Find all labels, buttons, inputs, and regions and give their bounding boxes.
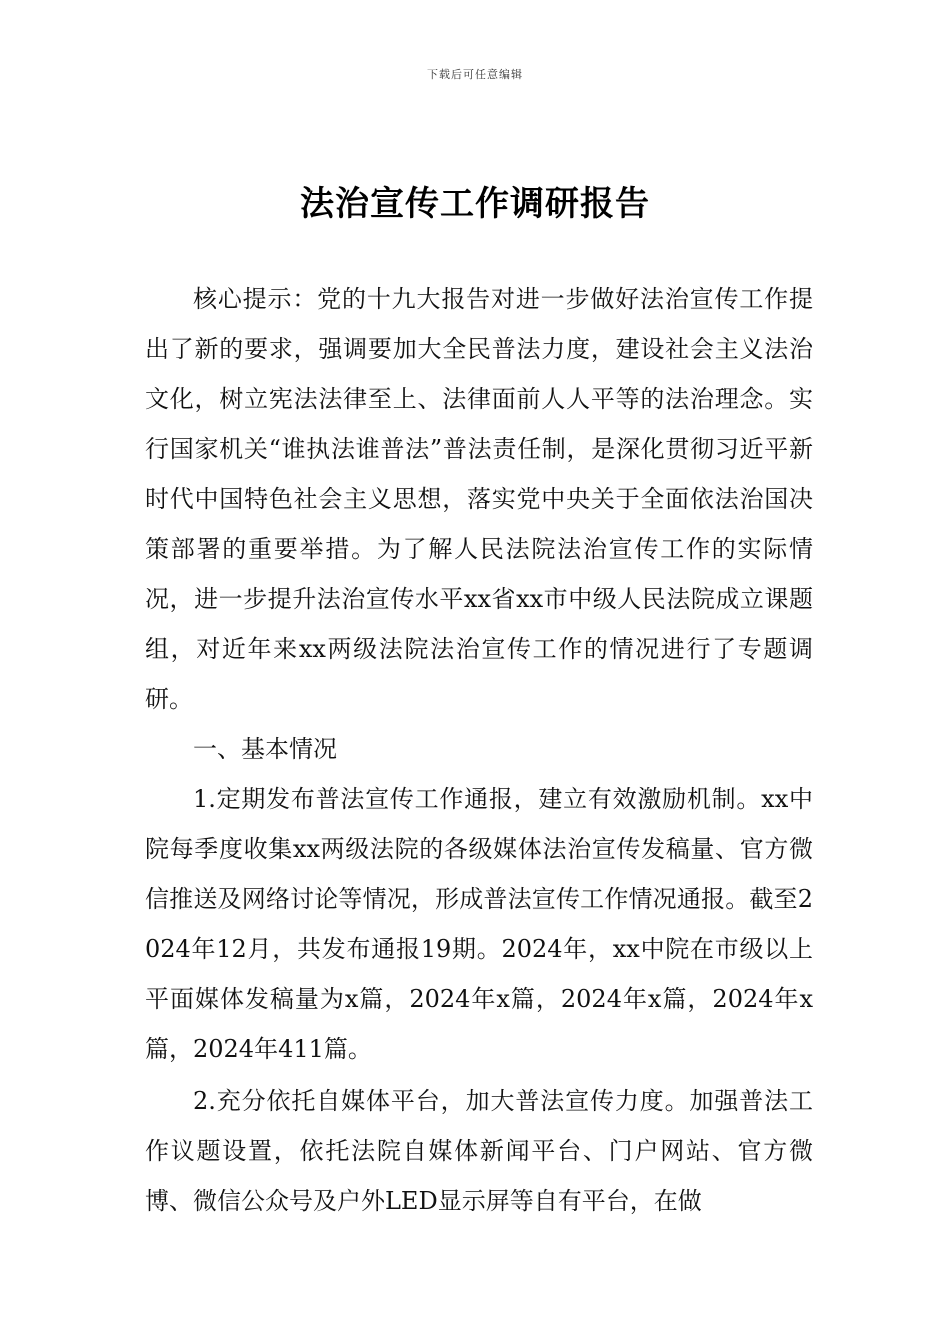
page-header-note: 下载后可任意编辑 — [427, 68, 523, 81]
document-body — [145, 274, 813, 1226]
paragraph-core-summary: 核心提示：党的十九大报告对进一步做好法治宣传工作提出了新的要求，强调要加大全民普法力度，建设社会主义法治文化，树立宪法法律至上、法律面前人人平等的法治理念。实行国家机关“谁执法谁普法”普法责任制，是深化贯彻习近平新时代中国特色社会主义思想，落实党中央关于全面依法治国决策部署的重要举措。为了解人民法院法治宣传工作的实际情况，进一步提升法治宣传水平xx省xx市中级人民法院成立课题组，对近年来xx两级法院法治宣传工作的情况进行了专题调研。 — [145, 285, 813, 713]
paragraph-item-1: 1.定期发布普法宣传工作通报，建立有效激励机制。xx中院每季度收集xx两级法院的各级媒体法治宣传发稿量、官方微信推送及网络讨论等情况，形成普法宣传工作情况通报。截至2024年12月，共发布通报19期。2024年，xx中院在市级以上平面媒体发稿量为x篇，2024年x篇，2024年x篇，2024年x篇，2024年411篇。 — [145, 785, 813, 1063]
paragraph-item-2: 2.充分依托自媒体平台，加大普法宣传力度。加强普法工作议题设置，依托法院自媒体新闻平台、门户网站、官方微博、微信公众号及户外LED显示屏等自有平台，在做 — [145, 1087, 813, 1215]
document-title: 法治宣传工作调研报告 — [300, 184, 650, 224]
section-heading-basic-situation: 一、基本情况 — [193, 735, 337, 763]
